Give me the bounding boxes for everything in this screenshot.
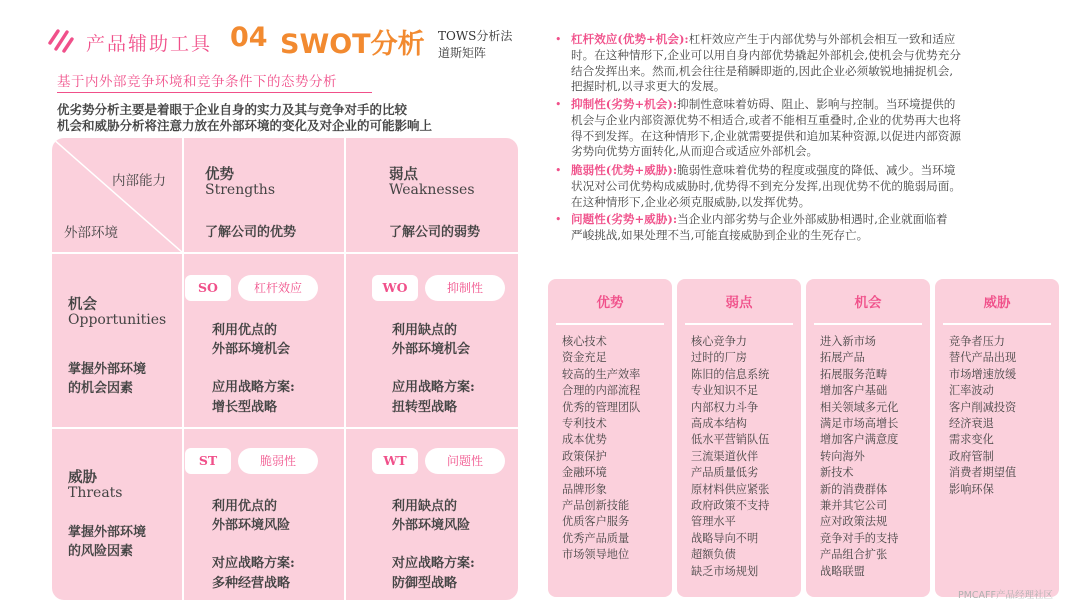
strengths-desc: 了解公司的优势 bbox=[205, 225, 297, 240]
st-line-1: 利用优点的 bbox=[212, 499, 278, 514]
list-item: 品牌形象 bbox=[562, 482, 607, 496]
watermark: PMCAFF产品经理社区 bbox=[958, 590, 1053, 601]
list-item: 客户削减投资 bbox=[949, 400, 1017, 414]
list-item: 原材料供应紧张 bbox=[691, 482, 770, 496]
opportunities-desc-1: 掌握外部环境 bbox=[68, 362, 147, 377]
list-item: 市场领导地位 bbox=[562, 548, 630, 562]
bullet-problem bbox=[555, 212, 1045, 244]
so-line-3: 应用战略方案: bbox=[212, 380, 295, 395]
bullet-text: 抑制性意味着妨碍、阻止、影响与控制。当环境提供的 bbox=[677, 97, 956, 111]
threats-desc-1: 掌握外部环境 bbox=[68, 525, 147, 540]
strengths-en: Strengths bbox=[205, 182, 275, 198]
bullet-dot: • bbox=[555, 33, 562, 46]
wt-pill: 问题性 bbox=[425, 448, 505, 474]
column-list bbox=[691, 334, 769, 580]
bullet-head: 抑制性(劣势+机会): bbox=[571, 97, 678, 111]
bullet-dot: • bbox=[555, 164, 562, 177]
subtitle-underline bbox=[57, 92, 372, 93]
column-list bbox=[820, 334, 898, 580]
weaknesses-en: Weaknesses bbox=[389, 182, 475, 198]
list-item: 资金充足 bbox=[562, 351, 607, 365]
bullet-text: 脆弱性意味着优势的程度或强度的降低、减少。当环境 bbox=[677, 163, 956, 177]
so-line-2: 外部环境机会 bbox=[212, 342, 291, 357]
wt-line-3: 对应战略方案: bbox=[392, 556, 475, 571]
st-strategy: 多种经营战略 bbox=[212, 576, 291, 591]
column-title: 弱点 bbox=[725, 295, 753, 311]
so-tag: SO bbox=[185, 275, 231, 301]
list-item: 政府政策不支持 bbox=[691, 499, 770, 513]
column-title: 机会 bbox=[854, 295, 882, 311]
list-item: 核心技术 bbox=[562, 335, 607, 348]
wt-tag: WT bbox=[372, 448, 418, 474]
opportunities-desc-2: 的机会因素 bbox=[68, 381, 134, 396]
bullet-head: 脆弱性(优势+威胁): bbox=[571, 163, 678, 177]
corner-external-label: 外部环境 bbox=[64, 225, 118, 241]
bullet-dot: • bbox=[555, 213, 562, 226]
wt-line-1: 利用缺点的 bbox=[392, 499, 458, 514]
tows-sublabel: 道斯矩阵 bbox=[438, 46, 487, 60]
column-weaknesses bbox=[677, 279, 801, 597]
list-item: 产品质量低劣 bbox=[691, 466, 759, 480]
bullet-text: 杠杆效应产生于内部优势与外部机会相互一致和适应 bbox=[688, 32, 956, 46]
st-pill: 脆弱性 bbox=[238, 448, 318, 474]
corner-internal-label: 内部能力 bbox=[112, 173, 166, 189]
list-item: 政策保护 bbox=[562, 449, 607, 463]
wo-strategy: 扭转型战略 bbox=[392, 400, 458, 415]
list-item: 汇率波动 bbox=[949, 384, 994, 398]
wt-strategy: 防御型战略 bbox=[392, 576, 458, 591]
list-item: 低水平营销队伍 bbox=[691, 433, 770, 447]
list-item: 转向海外 bbox=[820, 449, 865, 463]
weaknesses-title: 弱点 bbox=[389, 166, 418, 183]
list-item: 影响环保 bbox=[949, 482, 994, 496]
list-item: 高成本结构 bbox=[691, 417, 747, 431]
bullet-text: 劣势向优势方面转化,从而迎合或适应外部机会。 bbox=[571, 144, 819, 159]
intro-line-2: 机会和威胁分析将注意力放在外部环境的变化及对企业的可能影响上 bbox=[57, 118, 433, 133]
list-item: 优秀产品质量 bbox=[562, 531, 630, 545]
bullet-head: 杠杆效应(优势+机会): bbox=[571, 32, 689, 46]
column-strengths bbox=[548, 279, 672, 597]
list-item: 内部权力斗争 bbox=[691, 400, 759, 414]
list-item: 增加客户满意度 bbox=[820, 433, 899, 447]
brand-slash-logo bbox=[48, 27, 74, 53]
bullet-text: 在这种情形下,企业必须克服威胁,以发挥优势。 bbox=[571, 194, 811, 209]
list-item: 三流渠道伙伴 bbox=[691, 449, 759, 463]
bullet-text: 得不到发挥。在这种情形下,企业就需要提供和追加某种资源,以促进内部资源 bbox=[571, 128, 961, 143]
list-item: 竞争者压力 bbox=[949, 335, 1005, 348]
column-list bbox=[562, 334, 640, 564]
column-threats bbox=[935, 279, 1059, 597]
st-tag: ST bbox=[185, 448, 231, 474]
list-item: 相关领域多元化 bbox=[820, 400, 899, 414]
weaknesses-desc: 了解公司的弱势 bbox=[389, 225, 481, 240]
bullet-text: 把握时机,以寻求更大的发展。 bbox=[571, 79, 726, 94]
swot-matrix bbox=[52, 138, 518, 600]
bullet-text: 时。在这种情形下,企业可以用自身内部优势撬起外部机会,使机会与优势充分 bbox=[571, 47, 961, 62]
list-item: 消费者期望值 bbox=[949, 466, 1017, 480]
list-item: 金融环境 bbox=[562, 466, 607, 480]
list-item: 进入新市场 bbox=[820, 335, 876, 348]
column-title: 优势 bbox=[596, 295, 624, 311]
list-item: 超额负债 bbox=[691, 548, 736, 562]
opportunities-en: Opportunities bbox=[68, 312, 167, 328]
bullet-text: 机会与企业内部资源优势不相适合,或者不能相互重叠时,企业的优势再大也将 bbox=[571, 112, 961, 127]
wo-line-2: 外部环境机会 bbox=[392, 342, 471, 357]
list-item: 产品创新技能 bbox=[562, 499, 630, 513]
page-title: SWOT分析 bbox=[280, 29, 425, 60]
wo-tag: WO bbox=[372, 275, 418, 301]
st-line-2: 外部环境风险 bbox=[212, 518, 291, 533]
so-strategy: 增长型战略 bbox=[212, 400, 278, 415]
wo-line-3: 应用战略方案: bbox=[392, 380, 475, 395]
threats-en: Threats bbox=[68, 485, 123, 501]
list-item: 拓展产品 bbox=[820, 351, 865, 365]
list-item: 产品组合扩张 bbox=[820, 548, 888, 562]
list-item: 专业知识不足 bbox=[691, 384, 759, 398]
list-item: 竞争对手的支持 bbox=[820, 531, 899, 545]
bullet-text: 当企业内部劣势与企业外部威胁相遇时,企业就面临着 bbox=[677, 212, 948, 226]
bullet-dot: • bbox=[555, 98, 562, 111]
list-item: 战略导向不明 bbox=[691, 531, 759, 545]
threats-desc-2: 的风险因素 bbox=[68, 544, 134, 559]
bullet-vulnerability bbox=[555, 163, 1045, 211]
bullet-text: 状况对公司优势构成威胁时,优势得不到充分发挥,出现优势不优的脆弱局面。 bbox=[571, 178, 961, 193]
bullet-head: 问题性(劣势+威胁): bbox=[571, 212, 678, 226]
list-item: 合理的内部流程 bbox=[562, 384, 641, 398]
list-item: 兼并其它公司 bbox=[820, 499, 888, 513]
list-item: 市场增速放缓 bbox=[949, 367, 1017, 381]
list-item: 经济衰退 bbox=[949, 417, 994, 431]
list-item: 成本优势 bbox=[562, 433, 607, 447]
list-item: 核心竞争力 bbox=[691, 335, 747, 348]
list-item: 优秀的管理团队 bbox=[562, 400, 641, 414]
strengths-title: 优势 bbox=[205, 166, 234, 183]
list-item: 拓展服务范畴 bbox=[820, 367, 888, 381]
list-item: 需求变化 bbox=[949, 433, 994, 447]
list-item: 优质客户服务 bbox=[562, 515, 630, 529]
wt-line-2: 外部环境风险 bbox=[392, 518, 471, 533]
list-item: 陈旧的信息系统 bbox=[691, 367, 770, 381]
wo-pill: 抑制性 bbox=[425, 275, 505, 301]
list-item: 增加客户基础 bbox=[820, 384, 888, 398]
list-item: 管理水平 bbox=[691, 515, 736, 529]
intro-line-1: 优劣势分析主要是着眼于企业自身的实力及其与竞争对手的比较 bbox=[57, 102, 408, 117]
list-item: 新的消费群体 bbox=[820, 482, 888, 496]
so-pill: 杠杆效应 bbox=[238, 275, 318, 301]
list-item: 较高的生产效率 bbox=[562, 367, 641, 381]
list-item: 过时的厂房 bbox=[691, 351, 747, 365]
list-item: 替代产品出现 bbox=[949, 351, 1017, 365]
list-item: 缺乏市场规划 bbox=[691, 564, 759, 578]
bullet-leverage bbox=[555, 32, 1045, 96]
list-item: 新技术 bbox=[820, 466, 854, 480]
tows-label: TOWS分析法 bbox=[438, 29, 513, 43]
page-number: 04 bbox=[230, 22, 268, 53]
bullet-text: 结合发挥出来。然而,机会往往是稍瞬即逝的,因此企业必须敏锐地捕捉机会, bbox=[571, 63, 954, 78]
list-item: 应对政策法规 bbox=[820, 515, 888, 529]
list-item: 政府管制 bbox=[949, 449, 994, 463]
brand-name: 产品辅助工具 bbox=[86, 33, 213, 55]
opportunities-title: 机会 bbox=[68, 296, 97, 313]
column-title: 威胁 bbox=[983, 295, 1011, 311]
section-subtitle: 基于内外部竞争环境和竞争条件下的态势分析 bbox=[57, 74, 337, 90]
wo-line-1: 利用缺点的 bbox=[392, 323, 458, 338]
list-item: 满足市场高增长 bbox=[820, 417, 899, 431]
list-item: 战略联盟 bbox=[820, 564, 865, 578]
so-line-1: 利用优点的 bbox=[212, 323, 278, 338]
bullet-restraint bbox=[555, 97, 1045, 161]
column-opportunities bbox=[806, 279, 930, 597]
bullet-text: 严峻挑战,如果处理不当,可能直接威胁到企业的生死存亡。 bbox=[571, 227, 869, 242]
st-line-3: 对应战略方案: bbox=[212, 556, 295, 571]
list-item: 专利技术 bbox=[562, 417, 607, 431]
threats-title: 威胁 bbox=[68, 469, 97, 486]
column-list bbox=[949, 334, 1016, 498]
